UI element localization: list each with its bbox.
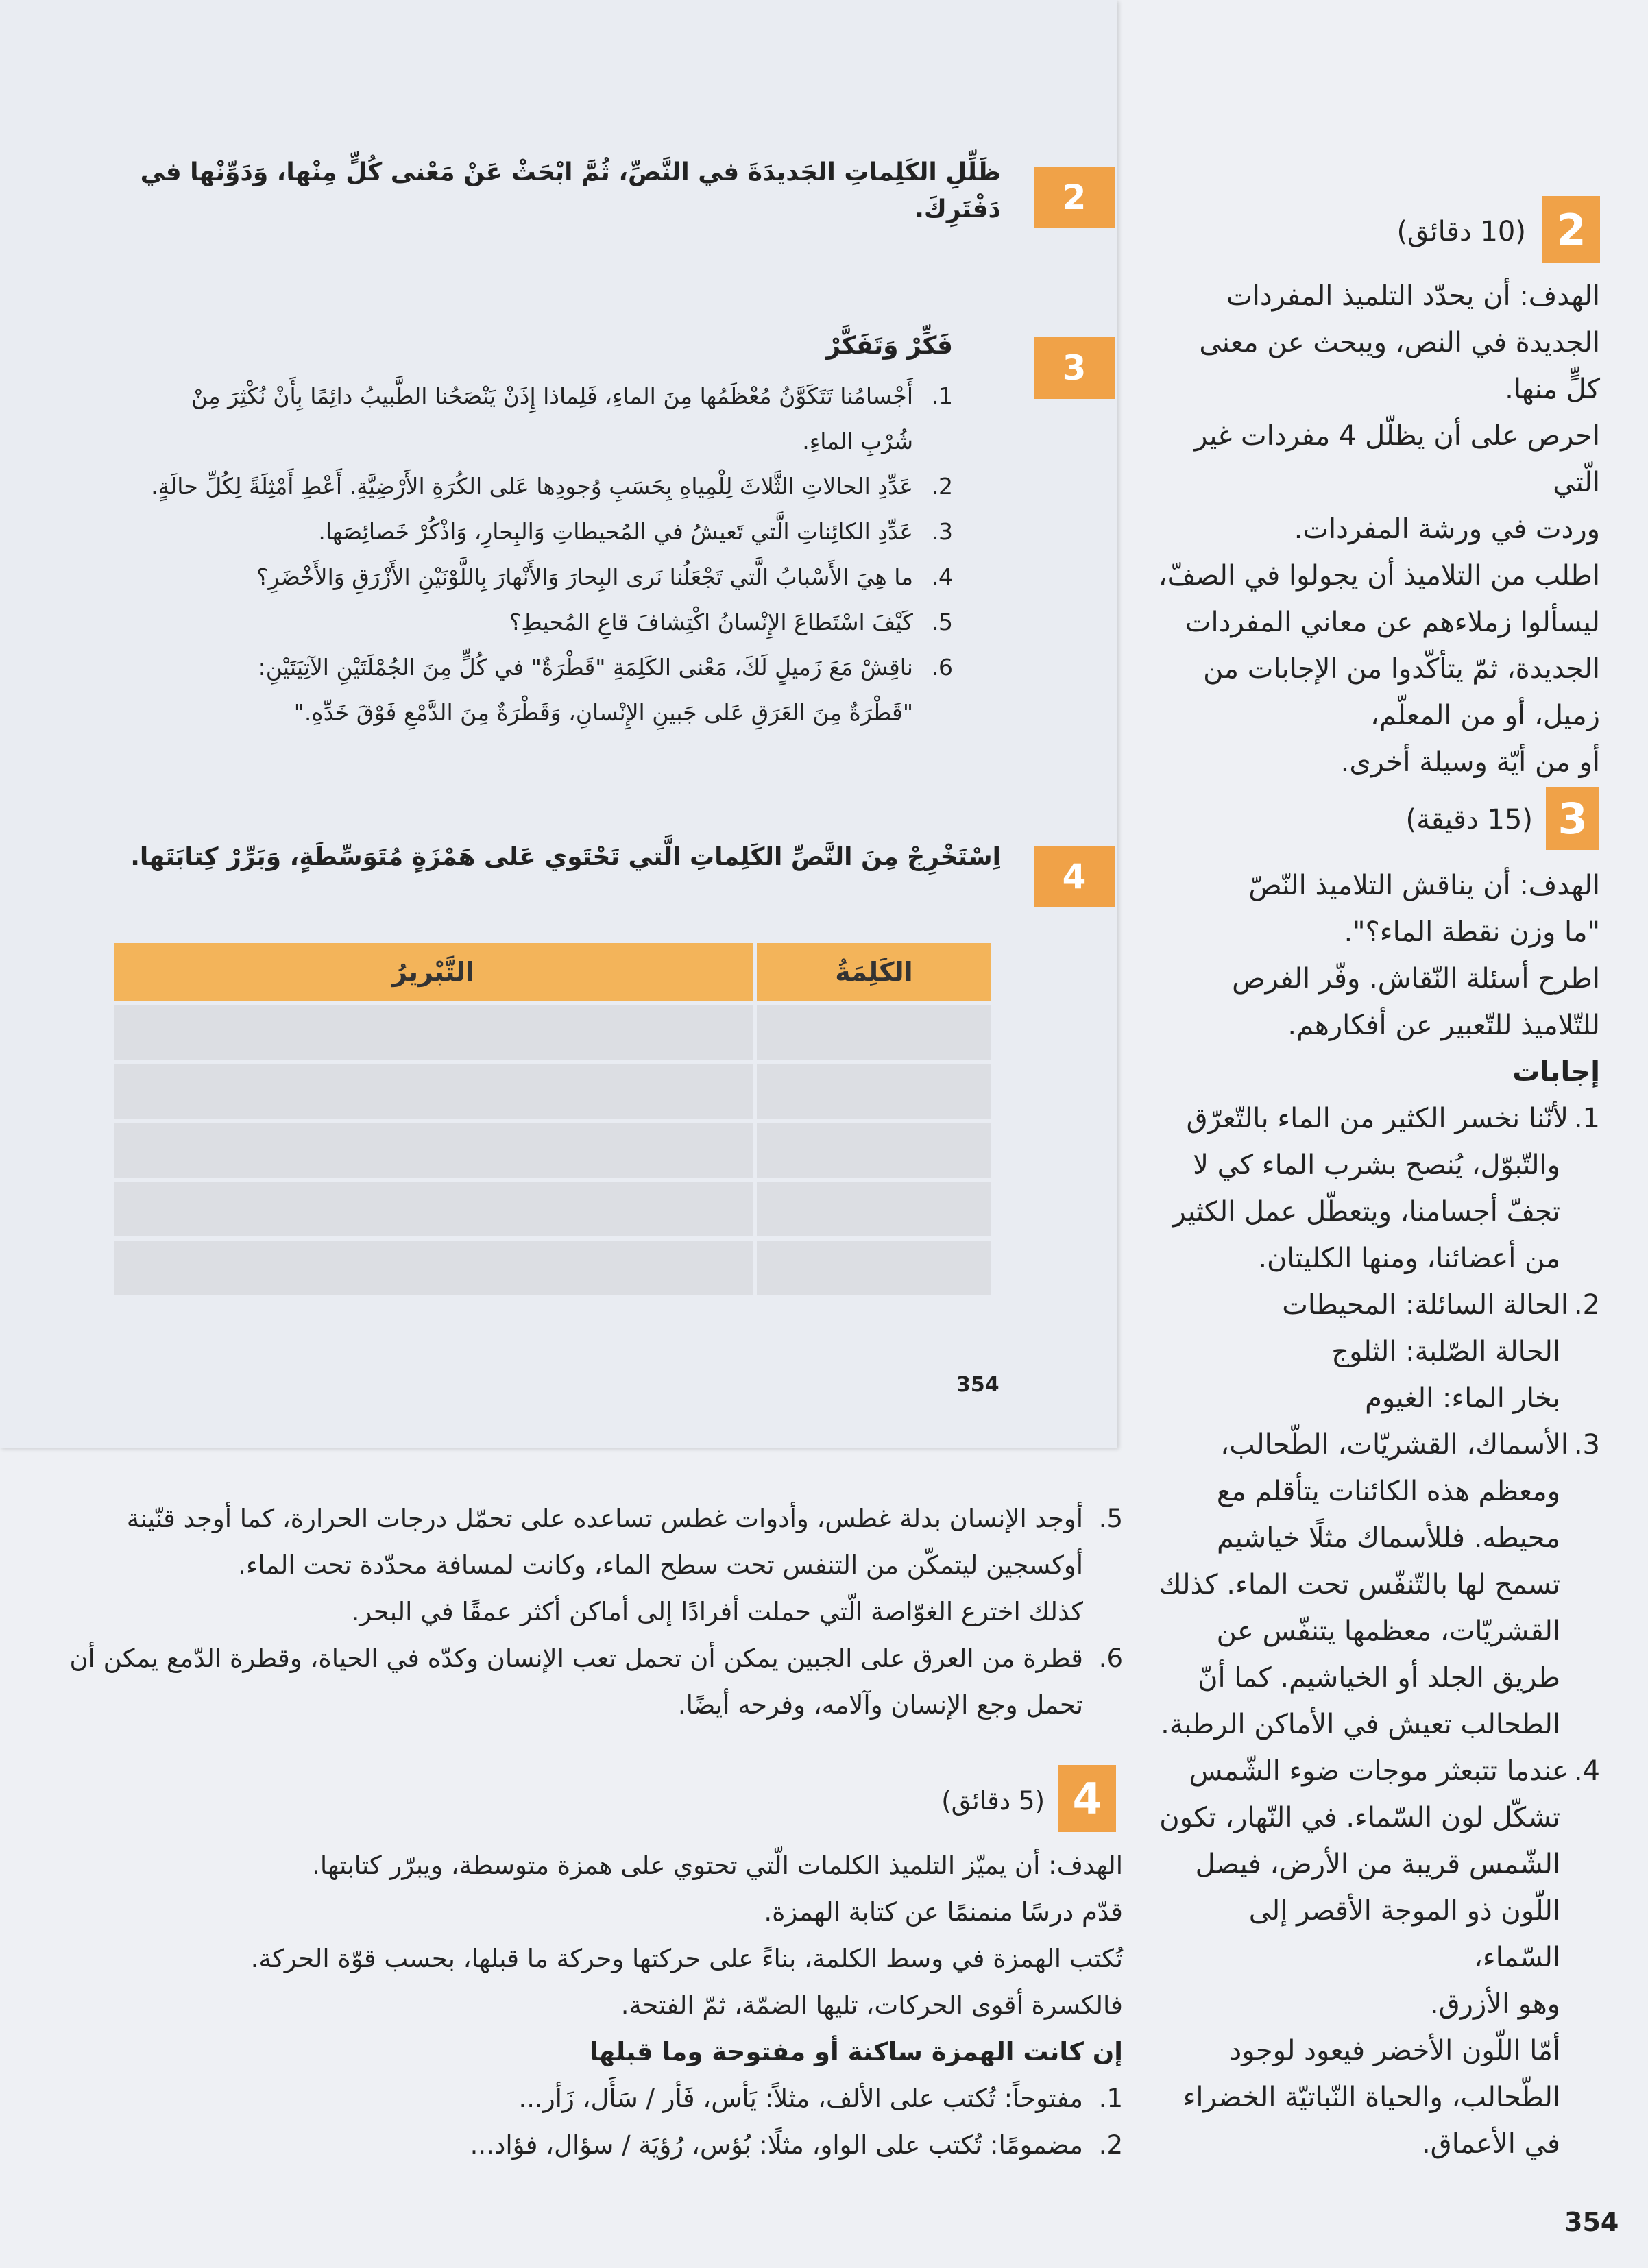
text-line: تحمل وجع الإنسان وآلامه، وفرحه أيضًا. [677, 1690, 1083, 1720]
teacher-section-3-text [1154, 862, 1600, 2167]
question-item: 4.ما هِيَ الأَسْبابُ الَّتي تَجْعَلُنا نَرى البِحارَ وَالأَنْهارَ بِاللَّوْنَيْنِ الأَزْرَقِ وَالأَخْضَرِ؟ [256, 563, 953, 590]
section-3-badge: 3 [1034, 337, 1115, 399]
text-line: احرص على أن يظلّل 4 مفردات غير الّتي [1194, 420, 1600, 498]
text-line: الطّحالب، والحياة النّباتيّة الخضراء [1183, 2082, 1560, 2113]
table-cell[interactable] [114, 1182, 753, 1236]
answer-item: 6.قطرة من العرق على الجبين يمكن أن تحمل تعب الإنسان وكدّه في الحياة، وقطرة الدّمع يمكن أن [69, 1644, 1123, 1673]
question-item: 3.عَدِّدِ الكائِناتِ الَّتي تَعيشُ في المُحيطاتِ وَالبِحارِ، وَاذْكُرْ خَصائِصَها. [318, 518, 953, 545]
word-justification-table [110, 939, 995, 1300]
text-line: اطلب من التلاميذ أن يجولوا في الصفّ، [1158, 560, 1600, 592]
table-row [114, 1064, 991, 1119]
text-line: تشكّل لون السّماء. في النّهار، تكون [1159, 1802, 1560, 1833]
text-line: ومعظم هذه الكائنات يتأقلم مع [1216, 1476, 1560, 1507]
text-line: فالكسرة أقوى الحركات، تليها الضمّة، ثمّ الفتحة. [620, 1990, 1123, 2020]
teacher-section-4-badge: 4 [1058, 1765, 1116, 1832]
teacher-section-4-duration: (5 دقائق) [941, 1786, 1045, 1816]
text-line: كذلك اخترع الغوّاصة الّتي حملت أفرادًا إلى أماكن أكثر عمقًا في البحر. [351, 1597, 1083, 1626]
teacher-section-2-badge: 2 [1542, 196, 1600, 263]
text-line: زميل، أو من المعلّم، [1370, 700, 1600, 731]
table-cell[interactable] [114, 1064, 753, 1119]
text-line: قدّم درسًا منمنمًا عن كتابة الهمزة. [764, 1897, 1123, 1927]
text-line: الهدف: أن يحدّد التلميذ المفردات [1226, 280, 1600, 312]
answers-heading: إجابات [1512, 1056, 1600, 1088]
question-item-cont: "قَطْرَةٌ مِنَ العَرَقِ عَلى جَبينِ الإِنْسانِ، وَقَطْرَةٌ مِنَ الدَّمْعِ فَوْقَ خَدِّهِ." [293, 699, 913, 726]
table-cell[interactable] [757, 1182, 991, 1236]
question-item: 2.عَدِّدِ الحالاتِ الثَّلاثَ لِلْمِياهِ بِحَسَبِ وُجودِها عَلى الكُرَةِ الأَرْضِيَّةِ. أَعْطِ أَمْثِلَةً لِكُلِّ حالَةٍ. [151, 473, 953, 500]
table-cell[interactable] [114, 1241, 753, 1295]
student-page-number: 354 [956, 1373, 999, 1397]
section-4-badge: 4 [1034, 846, 1115, 907]
answer-item: 2.الحالة السائلة: المحيطات [1282, 1289, 1600, 1321]
table-header-word: الكَلِمَةُ [757, 943, 991, 1001]
table-cell[interactable] [114, 1123, 753, 1178]
text-line: طريق الجلد أو الخياشيم. كما أنّ [1198, 1662, 1560, 1694]
table-cell[interactable] [757, 1005, 991, 1060]
text-line: الجديدة، ثمّ يتأكّدوا من الإجابات من [1203, 653, 1600, 685]
text-line: "ما وزن نقطة الماء؟". [1344, 916, 1600, 948]
section-4-instruction: اِسْتَخْرِجْ مِنَ النَّصِّ الكَلِماتِ الَّتي تَحْتَوي عَلى هَمْزَةٍ مُتَوَسِّطَةٍ، وَبَرِّرْ كِتابَتَها. [130, 843, 1001, 871]
answer-item: 1.لأنّنا نخسر الكثير من الماء بالتّعرّق [1186, 1103, 1600, 1134]
table-header-justification: التَّبْريرُ [114, 943, 753, 1001]
text-line: الهدف: أن يميّز التلميذ الكلمات الّتي تحتوي على همزة متوسطة، ويبرّر كتابتها. [312, 1851, 1123, 1880]
table-cell[interactable] [757, 1123, 991, 1178]
table-row [114, 1241, 991, 1295]
text-line: تجفّ أجسامنا، ويتعطّل عمل الكثير [1172, 1196, 1560, 1228]
question-item-cont: شُرْبِ الماءِ. [802, 428, 913, 454]
section-3-questions [62, 374, 953, 735]
question-item: 6.ناقِشْ مَعَ زَميلٍ لَكَ، مَعْنى الكَلِمَةِ "قَطْرَةٌ" في كُلٍّ مِنَ الجُمْلَتَيْنِ الآتِيَتَيْنِ: [258, 654, 953, 681]
text-line: وردت في ورشة المفردات. [1294, 513, 1600, 545]
text-line: اللّون ذو الموجة الأقصر إلى السّماء، [1248, 1895, 1560, 1973]
text-line: أوكسجين ليتمكّن من التنفس تحت سطح الماء، وكانت لمسافة محدّدة تحت الماء. [238, 1550, 1083, 1580]
continued-answers [12, 1496, 1123, 1729]
section-2-badge: 2 [1034, 167, 1115, 228]
text-line: تسمح لها بالتّنفّس تحت الماء. كذلك [1159, 1569, 1560, 1600]
text-line: الطحالب تعيش في الأماكن الرطبة. [1161, 1709, 1560, 1740]
text-line: والتّبوّل، يُنصح بشرب الماء كي لا [1193, 1149, 1560, 1181]
teacher-section-3-badge: 3 [1546, 787, 1599, 850]
text-line: ليسألوا زملاءهم عن معاني المفردات [1185, 607, 1600, 638]
text-line: الهدف: أن يناقش التلاميذ النّصّ [1248, 870, 1600, 901]
text-line: من أعضائنا، ومنها الكليتان. [1258, 1243, 1560, 1274]
section-2-instruction: ظَلِّلِ الكَلِماتِ الجَديدَةَ في النَّصِّ، ثُمَّ ابْحَثْ عَنْ مَعْنى كُلٍّ مِنْها، وَدَوِّنْها في دَفْتَرِكَ. [140, 158, 1001, 223]
text-line: محيطه. فللأسماك مثلًا خياشيم [1216, 1522, 1560, 1554]
question-item: 5.كَيْفَ اسْتَطاعَ الإِنْسانُ اكْتِشافَ قاعِ المُحيطِ؟ [509, 609, 953, 635]
student-page [0, 0, 1117, 1448]
text-line: الشّمس قريبة من الأرض، فيصل [1195, 1849, 1560, 1880]
teacher-section-4-text [12, 1842, 1123, 2169]
text-line: اطرح أسئلة النّقاش. وفّر الفرص [1232, 963, 1600, 995]
text-line: القشريّات، معظمها يتنفّس عن [1216, 1615, 1560, 1647]
rule-item: 2.مضمومًا: تُكتب على الواو، مثلًا: بُؤس، رُؤيَة / سؤال، فؤاد... [470, 2130, 1123, 2160]
teacher-section-2-text [1154, 273, 1600, 785]
table-cell[interactable] [114, 1005, 753, 1060]
page-number: 354 [1564, 2207, 1619, 2237]
teacher-section-2-duration: (10 دقائق) [1396, 216, 1526, 247]
text-line: الحالة الصّلبة: الثلوج [1331, 1336, 1560, 1367]
text-line: تُكتب الهمزة في وسط الكلمة، بناءً على حركتها وحركة ما قبلها، بحسب قوّة الحركة. [250, 1944, 1123, 1973]
rule-item: 1.مفتوحاً: تُكتب على الألف، مثلاً: يَأس، فَأر / سَأَل، زَأر... [518, 2084, 1123, 2113]
answer-item: 4.عندما تتبعثر موجات ضوء الشّمس [1189, 1755, 1600, 1787]
table-cell[interactable] [757, 1241, 991, 1295]
text-line: الجديدة في النص، ويبحث عن معنى [1199, 327, 1600, 358]
text-line: في الأعماق. [1421, 2128, 1560, 2160]
text-line: وهو الأزرق. [1429, 1988, 1560, 2020]
hamza-rule-heading: إن كانت الهمزة ساكنة أو مفتوحة وما قبلها [589, 2037, 1123, 2066]
text-line: للتّلاميذ للتّعبير عن أفكارهم. [1287, 1010, 1600, 1041]
section-3-title: فَكِّرْ وَتَفَكَّرْ [826, 332, 953, 360]
text-line: بخار الماء: الغيوم [1365, 1382, 1560, 1414]
answer-item: 3.الأسماك، القشريّات، الطّحالب، [1220, 1429, 1600, 1461]
table-row [114, 1182, 991, 1236]
text-line: كلٍّ منها. [1505, 374, 1600, 405]
table-cell[interactable] [757, 1064, 991, 1119]
question-item: 1.أَجْسامُنا تَتَكَوَّنُ مُعْظَمُها مِنَ الماءِ، فَلِماذا إِذَنْ يَنْصَحُنا الطَّبيبُ دائِمًا بِأَنْ نُكْثِرَ مِنْ [191, 382, 953, 409]
table-row [114, 1123, 991, 1178]
text-line: أمّا اللّون الأخضر فيعود لوجود [1229, 2035, 1560, 2066]
text-line: أو من أيّة وسيلة أخرى. [1340, 746, 1600, 778]
answer-item: 5.أوجد الإنسان بدلة غطس، وأدوات غطس تساعده على تحمّل درجات الحرارة، كما أوجد قنّينة [126, 1504, 1123, 1533]
teacher-section-3-duration: (15 دقيقة) [1405, 804, 1533, 836]
table-row [114, 1005, 991, 1060]
